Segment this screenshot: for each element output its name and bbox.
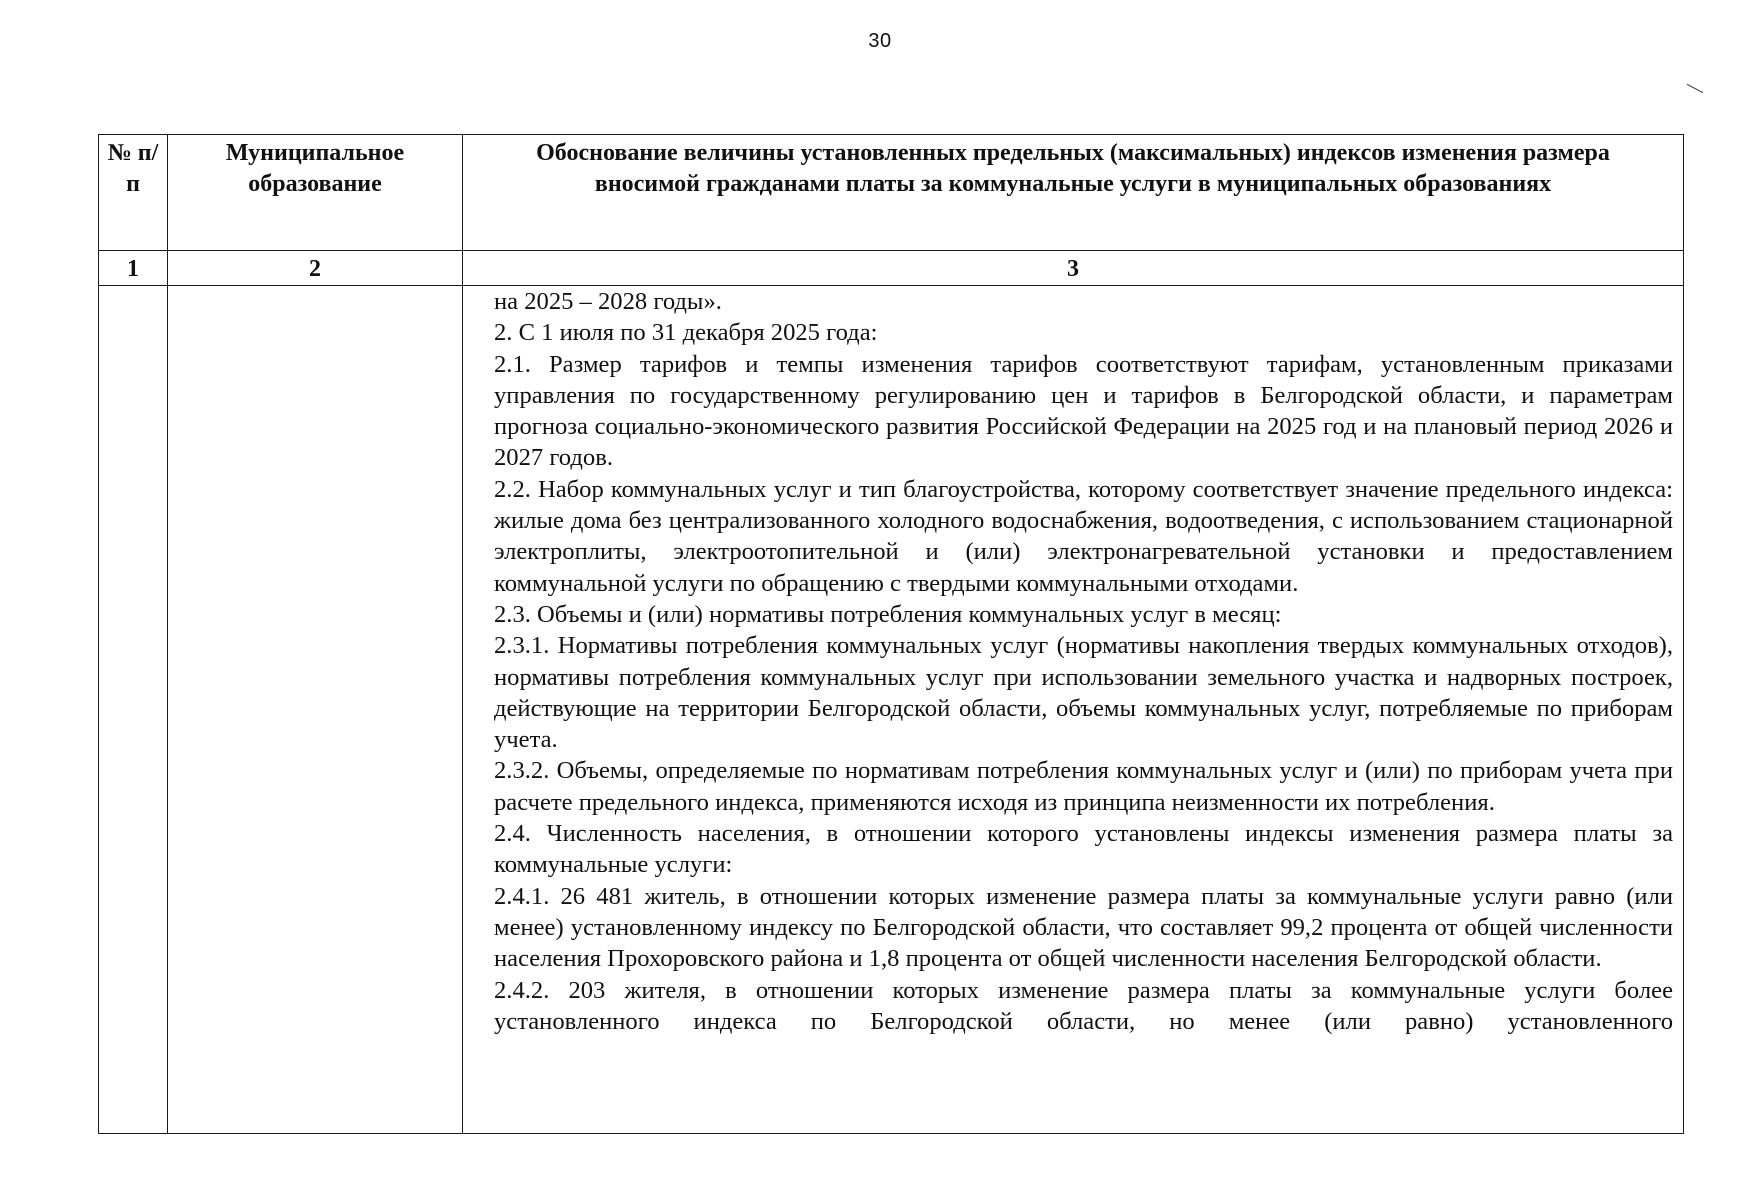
column-number-3: 3 — [463, 251, 1684, 286]
paragraph: 2.4.2. 203 жителя, в отношении которых изменение размера платы за коммунальные услуги более установленного индекса по Белгородской области, но менее (или равно) установленного — [494, 976, 1673, 1035]
paragraph: 2.1. Размер тарифов и темпы изменения тарифов соответствуют тарифам, установленным приказами управления по государственному регулированию цен и тарифов в Белгородской области, и параметрам прогноза социально-экономического развития Российской Федерации на 2025 год и на плановый период 2026 и 2027 годов. — [494, 350, 1673, 472]
header-justification: Обоснование величины установленных предельных (максимальных) индексов изменения размера вносимой гражданами платы за коммунальные услуги в муниципальных образованиях — [463, 135, 1684, 251]
paragraph: 2.4. Численность населения, в отношении которого установлены индексы изменения размера платы за коммунальные услуги: — [494, 820, 1673, 879]
paragraph: 2.2. Набор коммунальных услуг и тип благоустройства, которому соответствует значение предельного индекса: жилые дома без централизованного холодного водоснабжения, водоотведения, с использованием стационарной электроплиты, электроотопительной и (или) электронагревательной установки и предоставлением коммунальной услуги по обращению с твердыми коммунальными отходами. — [494, 475, 1673, 597]
paragraph: 2. С 1 июля по 31 декабря 2025 года: — [494, 319, 878, 347]
row-number-cell — [99, 286, 168, 1134]
paragraph: 2.3.1. Нормативы потребления коммунальных услуг (нормативы накопления твердых коммунальных отходов), нормативы потребления коммунальных услуг при использовании земельного участка и надворных построек, действующие на территории Белгородской области, объемы коммунальных услуг, потребляемые по приборам учета. — [494, 632, 1673, 754]
table-header-row — [99, 135, 1684, 251]
paragraph: 2.3. Объемы и (или) нормативы потребления коммунальных услуг в месяц: — [494, 600, 1282, 628]
header-municipality: Муниципальное образование — [168, 135, 463, 251]
row-municipality-cell — [168, 286, 463, 1134]
header-number: № п/п — [99, 135, 168, 251]
column-number-row — [99, 251, 1684, 286]
table-row — [99, 286, 1684, 1134]
justification-table — [98, 134, 1684, 1134]
row-justification-cell — [463, 286, 1684, 1134]
paragraph: на 2025 – 2028 годы». — [494, 288, 722, 315]
column-number-1: 1 — [99, 251, 168, 286]
column-number-2: 2 — [168, 251, 463, 286]
page-number: 30 — [868, 30, 892, 52]
scan-mark — [1687, 84, 1703, 93]
paragraph: 2.3.2. Объемы, определяемые по нормативам потребления коммунальных услуг и (или) по приборам учета при расчете предельного индекса, применяются исходя из принципа неизменности их потребления. — [494, 757, 1673, 816]
paragraph: 2.4.1. 26 481 житель, в отношении которых изменение размера платы за коммунальные услуги равно (или менее) установленному индексу по Белгородской области, что составляет 99,2 процента от общей численности населения Прохоровского района и 1,8 процента от общей численности населения Белгородской области. — [494, 882, 1673, 973]
